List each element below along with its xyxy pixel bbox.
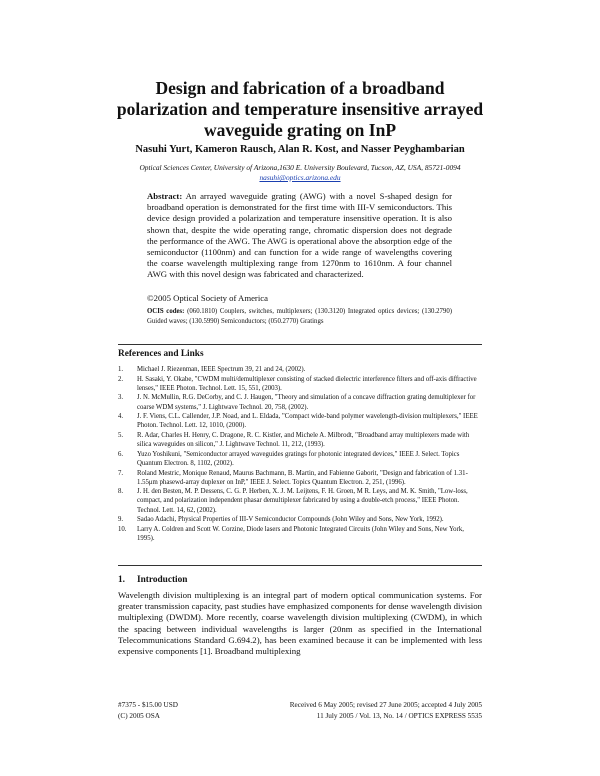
reference-number: 8. (118, 488, 124, 496)
reference-item (118, 469, 482, 487)
title-line: waveguide grating on InP (203, 120, 397, 140)
reference-number: 10. (118, 525, 127, 533)
reference-number: 4. (118, 413, 124, 421)
reference-item (118, 412, 482, 430)
reference-list (118, 365, 482, 544)
reference-text: Larry A. Coldren and Scott W. Corzine, Diode lasers and Photonic Integrated Circuits (John Wiley and Sons, New York, 1995). (137, 525, 464, 543)
abstract (147, 191, 452, 281)
reference-text: J. H. den Besten, M. P. Dessens, C. G. P. Herben, X. J. M. Leijtens, F. H. Groen, M R. Leys, and M. K. Smith, "Low-loss, compact, and polarization independent phasar demultiplexer fabricated by using a double-etch process," IEEE Photon. Technol. Lett. 14, 62, (2002). (137, 488, 468, 514)
affiliation: Optical Sciences Center, University of Arizona,1630 E. University Boulevard, Tucson, AZ, USA, 85721-0094 (139, 163, 461, 172)
ocis-label: OCIS codes: (147, 308, 185, 315)
reference-number: 9. (118, 516, 124, 524)
footer-right (270, 700, 482, 722)
reference-number: 3. (118, 394, 124, 402)
ocis-codes (147, 307, 452, 326)
reference-text: Sadao Adachi, Physical Properties of III-V Semiconductor Compounds (John Wiley and Sons, New York, 1992). (137, 516, 444, 524)
section-title: Introduction (137, 575, 188, 585)
footer-left (118, 700, 178, 722)
journal-citation: 11 July 2005 / Vol. 13, No. 14 / OPTICS EXPRESS 5535 (316, 712, 482, 720)
reference-number: 1. (118, 366, 124, 373)
abstract-text: An arrayed waveguide grating (AWG) with a novel S-shaped design for broadband operation is demonstrated for the first time with III-V semiconductors. This device design provided a polarization and temperature insensitive operation. It is also shown that, despite the wide operating range, chromatic dispersion does not degrade the performance of the AWG. The AWG is operational above the absorption edge of the semiconductor (1100nm) and can function for a wide range of wavelengths covering the coarse wavelength multiplexing range from 1270nm to 1610nm. A four channel AWG with this novel design was fabricated and characterized. (147, 191, 452, 280)
reference-item (118, 375, 482, 393)
section-heading (118, 575, 187, 585)
introduction-text: Wavelength division multiplexing is an integral part of modern optical communication systems. For greater transmission capacity, past studies have emphasized components for dense wavelength division multiplexing (DWDM). More recently, coarse wavelength division multiplexing (CWDM), in which the spacing between individual wavelengths is larger (20nm as specified in the International Telecommunications Standard G.694.2), has been examined because it can be implemented with less expensive components [1]. Broadband multiplexing (118, 590, 482, 657)
author-list: Nasuhi Yurt, Kameron Rausch, Alan R. Kost, and Nasser Peyghambarian (135, 144, 465, 155)
reference-item (118, 393, 482, 411)
reference-item (118, 450, 482, 468)
ocis-text: (060.1810) Couplers, switches, multiplexers; (130.3120) Integrated optics devices; (130.2790) Guided waves; (130.5990) Semiconductors; (050.2770) Gratings (147, 308, 452, 325)
reference-item (118, 515, 482, 524)
price-line: #7375 - $15.00 USD (118, 701, 178, 709)
reference-number: 2. (118, 375, 124, 383)
reference-item (118, 365, 482, 374)
copyright-notice: ©2005 Optical Society of America (147, 293, 268, 303)
top-rule (118, 344, 482, 345)
title-line: polarization and temperature insensitive arrayed (116, 99, 484, 119)
reference-number: 5. (118, 432, 124, 440)
reference-item (118, 431, 482, 449)
reference-item (118, 487, 482, 514)
received-dates: Received 6 May 2005; revised 27 June 2005; accepted 4 July 2005 (289, 701, 482, 709)
paper-title (60, 78, 540, 141)
reference-text: Roland Mestric, Monique Renaud, Maurus Bachmann, B. Martin, and Fabienne Gaborit, "Design and fabrication of 1.31-1.55μm phasewd-array duplexer on InP," IEEE J. Select. Topics Quantum Electron. 2, 251, (1996). (137, 469, 468, 486)
reference-text: J. N. McMullin, R.G. DeCorby, and C. J. Haugen, "Theory and simulation of a concave diffraction grating demultiplexer for coarse WDM systems," J. Lightwave Technol. 20, 758, (2002). (137, 394, 476, 411)
reference-number: 6. (118, 450, 124, 458)
reference-item (118, 525, 482, 543)
email-link[interactable]: nasuhi@optics.arizona.edu (259, 173, 341, 182)
reference-number: 7. (118, 469, 124, 477)
section-number: 1. (118, 575, 125, 585)
title-line: Design and fabrication of a broadband (155, 78, 445, 98)
reference-text: H. Sasaki, Y. Okabe, "CWDM multi/demultiplexer consisting of stacked dielectric interference filters and off-axis diffractive lenses," IEEE Photon. Technol. Lett. 15, 551, (2003). (137, 375, 477, 392)
reference-text: Michael J. Riezenman, IEEE Spectrum 39, 21 and 24, (2002). (137, 366, 306, 373)
osa-copyright: (C) 2005 OSA (118, 712, 160, 720)
abstract-label: Abstract: (147, 191, 183, 201)
reference-text: J. F. Viens, C.L. Callender, J.P. Noad, and L. Eldada, "Compact wide-band polymer wavelength-division multiplexers," IEEE Photon. Technol. Lett. 12, 1010, (2000). (137, 413, 478, 430)
reference-text: Yuzo Yoshikuni, "Semiconductor arrayed waveguides gratings for photonic integrated devices," IEEE J. Select. Topics Quantum Electron. 8, 1102, (2002). (137, 450, 460, 467)
references-heading: References and Links (118, 349, 204, 359)
affiliation-block (80, 163, 520, 183)
bottom-rule (118, 565, 482, 566)
reference-text: R. Adar, Charles H. Henry, C. Dragone, R. C. Kistler, and Michele A. Milbrodt, "Broadband array multiplexers made with silica waveguides on silicon," J. Lightwave Technol. 11, 212, (1993). (137, 432, 470, 449)
